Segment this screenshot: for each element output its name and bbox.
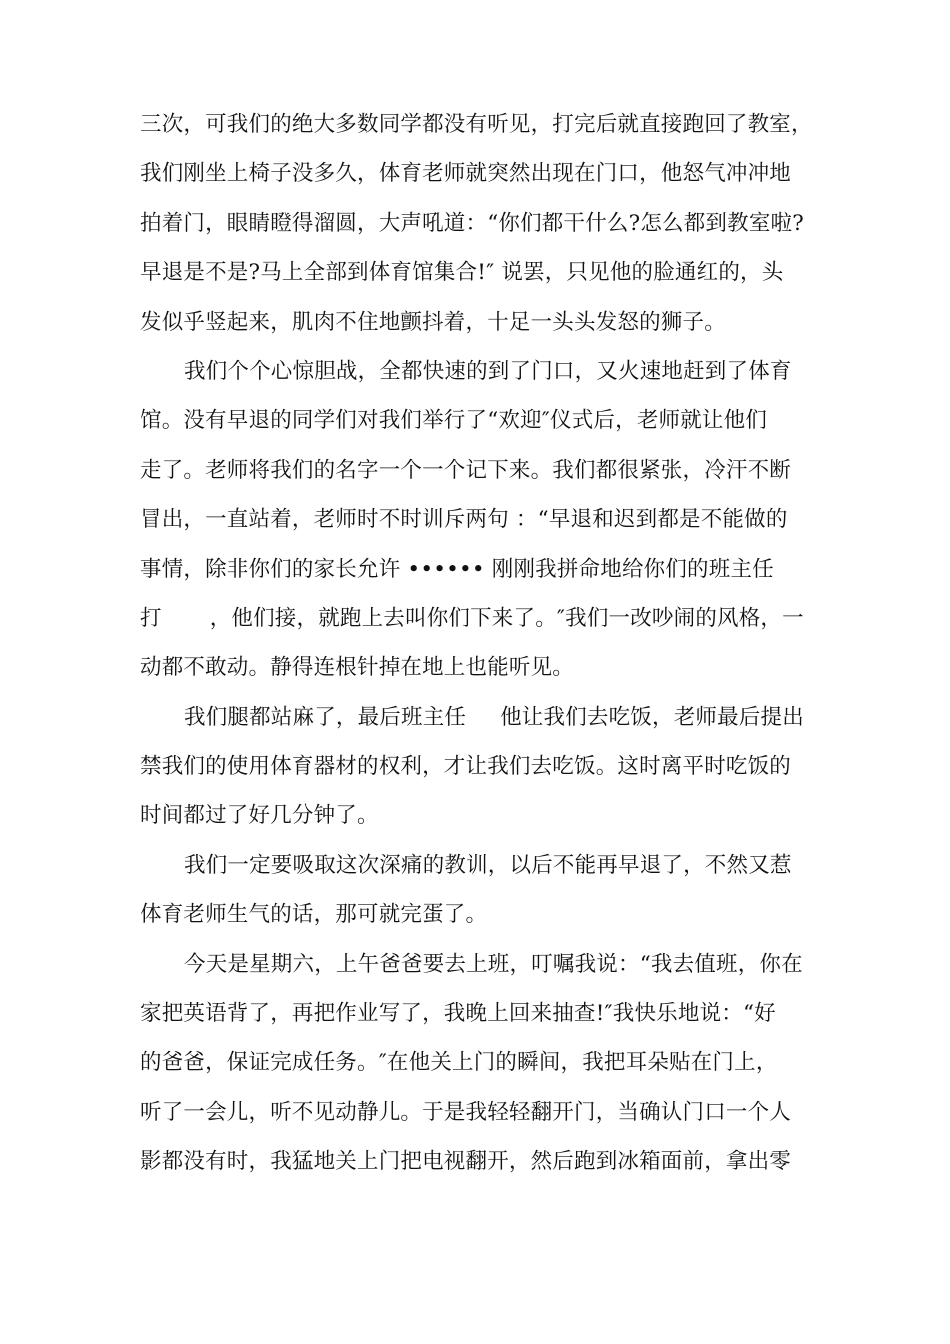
text-line [140,594,830,643]
paragraph-start-line: 今天是星期六，上午爸爸要去上班，叮嘱我说：“我去值班，你在 [184,951,803,977]
paragraph-start-line [140,693,830,742]
text-line: 家把英语背了，再把作业写了，我晚上回来抽查!″我快乐地说：“好 [140,1001,776,1027]
text-line: 禁我们的使用体育器材的权利，才让我们去吃饭。这时离平时吃饭的 [140,754,792,780]
text-line: 我们刚坐上椅子没多久，体育老师就突然出现在门口，他怒气冲冲地 [140,161,792,187]
text-fragment: 他让我们去吃饭，老师最后提出 [500,704,804,730]
text-line: 事情，除非你们的家长允许 •••••• 刚刚我拼命地给你们的班主任 [140,556,774,582]
text-fragment: ，他们接，就跑上去叫你们下来了。″我们一改吵闹的风格，一 [209,605,804,631]
document-body [140,100,830,1187]
text-fragment: 我们腿都站麻了，最后班主任 [184,704,467,730]
text-line: 早退是不是?马上全部到体育馆集合!″ 说罢，只见他的脸通红的，头 [140,260,784,286]
text-line: 影都没有时，我猛地关上门把电视翻开，然后跑到冰箱面前，拿出零 [140,1149,792,1175]
text-fragment: 打 [140,605,162,631]
text-line: 馆。没有早退的同学们对我们举行了“欢迎″仪式后，老师就让他们 [140,408,768,434]
text-line: 冒出，一直站着，老师时不时训斥两句 ：“早退和迟到都是不能做的 [140,507,788,533]
text-line: 动都不敢动。静得连根针掉在地上也能听见。 [140,655,575,681]
text-line: 拍着门，眼睛瞪得溜圆，大声吼道：“你们都干什么?怎么都到教室啦? [140,210,804,236]
text-line: 体育老师生气的话，那可就完蛋了。 [140,902,488,928]
text-line: 发似乎竖起来，肌肉不住地颤抖着，十足一头头发怒的狮子。 [140,309,726,335]
text-line: 走了。老师将我们的名字一个一个记下来。我们都很紧张，冷汗不断 [140,457,792,483]
text-line: 三次，可我们的绝大多数同学都没有听见，打完后就直接跑回了教室， [140,112,813,137]
text-line: 时间都过了好几分钟了。 [140,803,379,829]
paragraph-start-line: 我们个个心惊胆战，全都快速的到了门口，又火速地赶到了体育 [184,358,792,384]
paragraph-start-line: 我们一定要吸取这次深痛的教训，以后不能再早退了，不然又惹 [184,852,792,878]
text-line: 的爸爸，保证完成任务。″在他关上门的瞬间，我把耳朵贴在门上， [140,1050,778,1076]
text-line: 听了一会儿，听不见动静儿。于是我轻轻翻开门，当确认门口一个人 [140,1099,792,1125]
